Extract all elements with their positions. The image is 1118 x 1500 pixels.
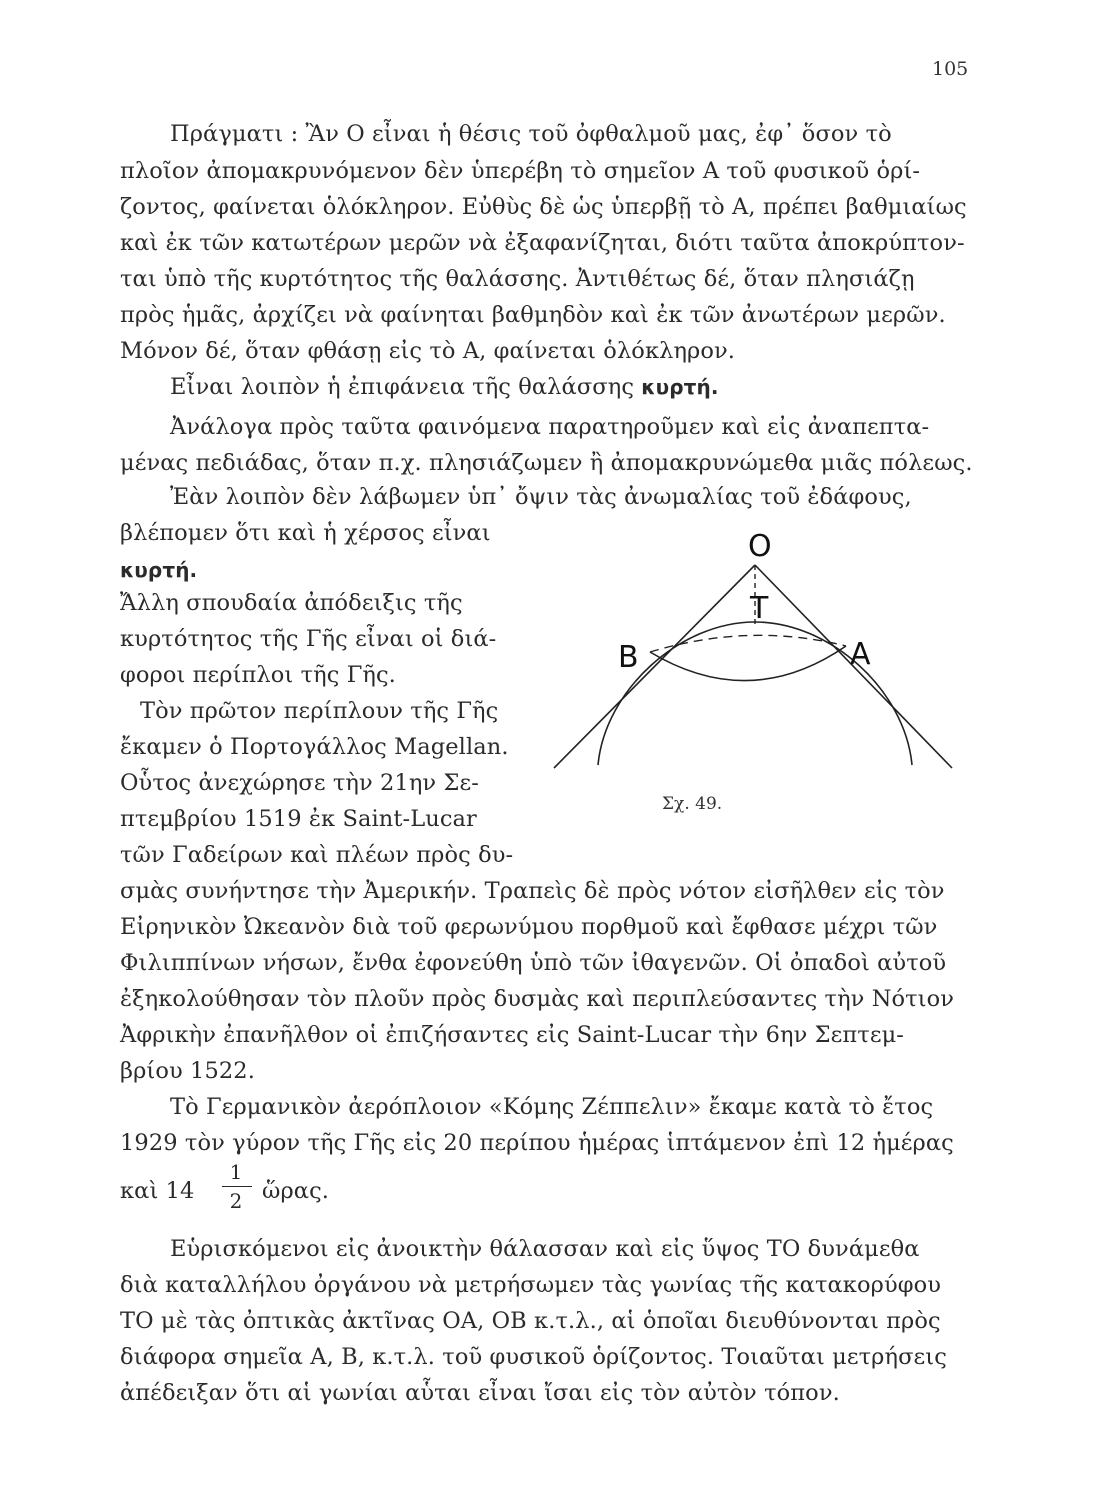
text-line: φοροι περίπλοι τῆς Γῆς.	[120, 662, 396, 688]
text-line: πτεμβρίου 1519 ἐκ Saint-Lucar	[120, 806, 477, 832]
text-line: 1929 τὸν γύρον τῆς Γῆς εἰς 20 περίπου ἡμέρας ἱπτάμενον ἐπὶ 12 ἡμέρας	[120, 1130, 954, 1156]
text-line: ται ὑπὸ τῆς κυρτότητος τῆς θαλάσσης. Ἀντιθέτως δέ, ὅταν πλησιάζῃ	[120, 266, 915, 292]
text-line: μένας πεδιάδας, ὅταν π.χ. πλησιάζωμεν ἢ ἀπομακρυνώμεθα μιᾶς πόλεως.	[120, 450, 973, 476]
emphasis-word: κυρτή.	[641, 375, 719, 399]
text-span: Εἶναι λοιπὸν ἡ ἐπιφάνεια τῆς θαλάσσης	[170, 374, 635, 400]
text-line: Οὗτος ἀνεχώρησε τὴν 21ην Σε-	[120, 770, 479, 796]
label-o: O	[748, 529, 772, 564]
text-line: Ἄλλη σπουδαία ἀπόδειξις τῆς	[120, 590, 463, 616]
page-number: 105	[932, 58, 969, 80]
text-line: Ἀνάλογα πρὸς ταῦτα φαινόμενα παρατηροῦμεν καὶ εἰς ἀναπεπτα-	[170, 414, 930, 440]
label-b: B	[618, 640, 639, 675]
text-line: πλοῖον ἀπομακρυνόμενον δὲν ὑπερέβη τὸ σημεῖον Α τοῦ φυσικοῦ ὁρί-	[120, 158, 921, 184]
text-line: Μόνον δέ, ὅταν φθάσῃ εἰς τὸ Α, φαίνεται ὁλόκληρον.	[120, 338, 736, 364]
figure-caption: Σχ. 49.	[662, 794, 723, 814]
horizon-lower	[650, 646, 846, 681]
text-line: Ἀφρικὴν ἐπανῆλθον οἱ ἐπιζήσαντες εἰς Saint-Lucar τὴν 6ην Σεπτεμ-	[120, 1022, 905, 1048]
horizon-dashed	[650, 635, 846, 652]
text-line: τῶν Γαδείρων καὶ πλέων πρὸς δυ-	[120, 842, 514, 868]
text-line: Τὸ Γερμανικὸν ἀερόπλοιον «Κόμης Ζέππελιν» ἔκαμε κατὰ τὸ ἔτος	[170, 1094, 934, 1120]
text-line: ἐξηκολούθησαν τὸν πλοῦν πρὸς δυσμὰς καὶ περιπλεύσαντες τὴν Νότιον	[120, 986, 955, 1012]
sight-line-ob	[554, 565, 755, 768]
text-line: Εἰρηνικὸν Ὠκεανὸν διὰ τοῦ φερωνύμου πορθμοῦ καὶ ἔφθασε μέχρι τῶν	[120, 914, 938, 940]
text-line: σμὰς συνήντησε τὴν Ἀμερικήν. Τραπεὶς δὲ πρὸς νότον εἰσῆλθεν εἰς τὸν	[120, 878, 945, 904]
text-line: διάφορα σημεῖα Α, Β, κ.τ.λ. τοῦ φυσικοῦ ὁρίζοντος. Τοιαῦται μετρήσεις	[120, 1344, 947, 1370]
text-line: Τὸν πρῶτον περίπλουν τῆς Γῆς	[140, 698, 499, 724]
text-line: Φιλιππίνων νήσων, ἔνθα ἐφονεύθη ὑπὸ τῶν ἰθαγενῶν. Οἱ ὀπαδοὶ αὐτοῦ	[120, 950, 947, 976]
text-span: καὶ 14	[120, 1178, 195, 1204]
text-line: ἀπέδειξαν ὅτι αἱ γωνίαι αὗται εἶναι ἴσαι εἰς τὸν αὐτὸν τόπον.	[120, 1380, 840, 1406]
text-line: πρὸς ἡμᾶς, ἀρχίζει νὰ φαίνηται βαθμηδὸν καὶ ἐκ τῶν ἀνωτέρων μερῶν.	[120, 302, 946, 328]
text-line: βλέπομεν ὅτι καὶ ἡ χέρσος εἶναι	[120, 520, 491, 546]
text-line: διὰ καταλλήλου ὀργάνου νὰ μετρήσωμεν τὰς γωνίας τῆς κατακορύφου	[120, 1272, 942, 1298]
text-line: καὶ ἐκ τῶν κατωτέρων μερῶν νὰ ἐξαφανίζηται, διότι ταῦτα ἀποκρύπτον-	[120, 230, 965, 256]
label-t: T	[750, 591, 769, 626]
text-line: ΤΟ μὲ τὰς ὀπτικὰς ἀκτῖνας ΟΑ, ΟΒ κ.τ.λ., αἱ ὁποῖαι διευθύνονται πρὸς	[120, 1308, 941, 1334]
text-span: ὥρας.	[262, 1178, 330, 1204]
fraction-numerator: 1	[229, 1160, 243, 1184]
emphasis-line: κυρτή.	[120, 558, 198, 582]
text-line: ἔκαμεν ὁ Πορτογάλλος Magellan.	[120, 734, 509, 760]
text-line: ζοντος, φαίνεται ὁλόκληρον. Εὐθὺς δὲ ὡς ὑπερβῇ τὸ Α, πρέπει βαθμιαίως	[120, 194, 967, 220]
label-a: A	[850, 637, 871, 672]
fraction-denominator: 2	[229, 1189, 243, 1213]
text-line: Εὑρισκόμενοι εἰς ἀνοικτὴν θάλασσαν καὶ εἰς ὕψος ΤΟ δυνάμεθα	[170, 1236, 920, 1262]
text-line: βρίου 1522.	[120, 1058, 255, 1084]
text-line: Ἐὰν λοιπὸν δὲν λάβωμεν ὑπ᾽ ὄψιν τὰς ἀνωμαλίας τοῦ ἐδάφους,	[170, 484, 912, 510]
text-line: Πράγματι : Ἂν Ο εἶναι ἡ θέσις τοῦ ὀφθαλμοῦ μας, ἐφ᾽ ὅσον τὸ	[170, 121, 892, 147]
text-line: κυρτότητος τῆς Γῆς εἶναι οἱ διά-	[120, 626, 497, 652]
